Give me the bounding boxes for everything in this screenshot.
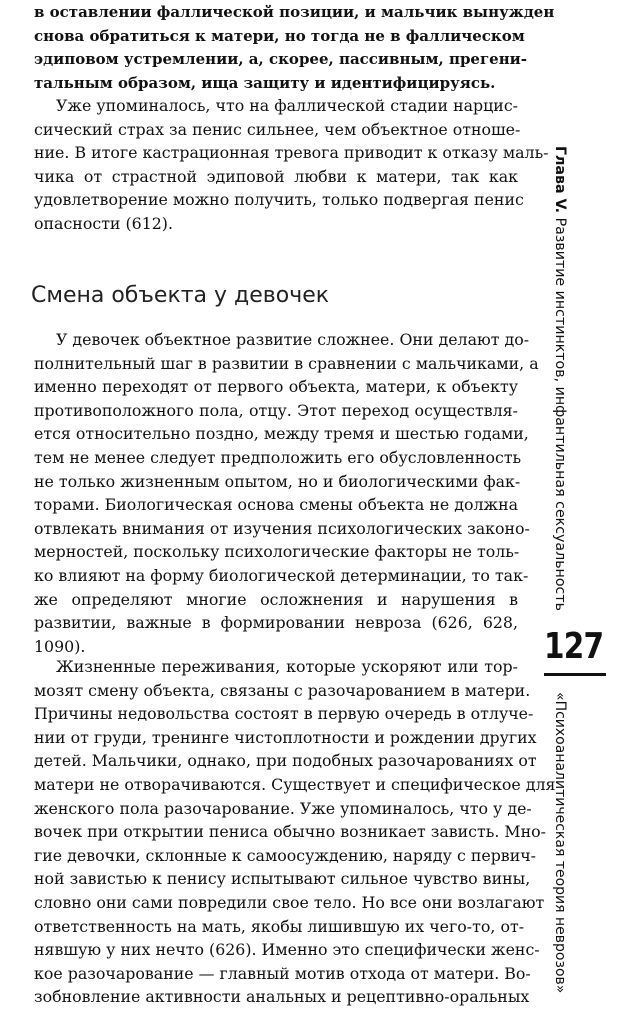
text-line: Уже упоминалось, что на фаллической стадии нарцис- — [56, 96, 518, 115]
text-line: гие девочки, склонные к самоосуждению, наряду с первич- — [34, 845, 537, 865]
paragraph-girls-object-development — [34, 328, 539, 658]
text-line: торами. Биологическая основа смены объекта не должна — [34, 495, 519, 515]
text-line: именно переходят от первого объекта, матери, к объекту — [34, 377, 518, 397]
text-line: не только жизненным опытом, но и биологическими фак- — [34, 471, 521, 491]
text-line: снова обратиться к матери, но тогда не в фаллическом — [34, 26, 525, 45]
page-number: 127 — [544, 626, 604, 667]
paragraph-continuation — [34, 1, 555, 95]
text-line: вочек при открытии пениса обычно возникает зависть. Мно- — [34, 822, 546, 842]
text-line: нии от груди, тренинге чистоплотности и рождении других — [34, 727, 537, 747]
text-line: словно они сами повредили свое тело. Но все они возлагают — [34, 892, 545, 912]
text-line: У девочек объектное развитие сложнее. Они делают до- — [56, 330, 530, 349]
text-line: опасности (612). — [34, 213, 173, 233]
text-line: ответственность на мать, якобы лишившую их чего-то, от- — [34, 916, 525, 936]
chapter-label: Глава V. — [552, 146, 568, 214]
text-line: тальным образом, ища защиту и идентифицируясь. — [34, 73, 496, 92]
text-line: мерностей, поскольку психологические факторы не толь- — [34, 542, 520, 562]
text-line: удовлетворение можно получить, только подвергая пенис — [34, 190, 524, 210]
text-line: Жизненные переживания, которые ускоряют или тор- — [56, 657, 518, 676]
text-line: женского пола разочарование. Уже упоминалось, что у де- — [34, 798, 532, 818]
running-head — [552, 146, 568, 611]
text-line: отвлекать внимания от изучения психологических законо- — [34, 518, 530, 538]
page-number-rule — [544, 673, 606, 676]
text-line: детей. Мальчики, однако, при подобных разочарованиях от — [34, 751, 537, 771]
text-line: тем не менее следует предположить его обусловленность — [34, 447, 522, 467]
text-line: противоположного пола, отцу. Этот переход осуществля- — [34, 400, 518, 420]
chapter-title: Развитие инстинктов, инфантильная сексуальность — [552, 217, 568, 611]
text-line: ной завистью к пенису испытывают сильное чувство вины, — [34, 869, 531, 889]
section-heading: Смена объекта у девочек — [31, 283, 330, 308]
text-line: же определяют многие осложнения и нарушения в — [34, 589, 518, 609]
text-line: полнительный шаг в развитии в сравнении с мальчиками, а — [34, 353, 539, 373]
book-title: «Психоаналитическая теория неврозов» — [552, 692, 568, 994]
text-line: матери не отворачиваются. Существует и специфическое для — [34, 774, 556, 794]
text-line: мозят смену объекта, связаны с разочарованием в матери. — [34, 680, 531, 700]
text-line: развитии, важные в формировании невроза (626, 628, — [34, 613, 518, 633]
text-line: ется относительно поздно, между тремя и шестью годами, — [34, 424, 529, 444]
paragraph-castration-anxiety — [34, 94, 549, 236]
paragraph-disappointment-in-mother — [34, 655, 556, 1009]
text-line: сический страх за пенис сильнее, чем объектное отноше- — [34, 119, 521, 139]
text-line: ко влияют на форму биологической детерминации, то так- — [34, 565, 529, 585]
text-line: ние. В итоге кастрационная тревога приводит к отказу маль- — [34, 143, 549, 163]
text-line: эдиповом устремлении, а, скорее, пассивным, прегени- — [34, 50, 528, 69]
text-line: 1090). — [34, 636, 86, 656]
text-line: зобновление активности анальных и рецептивно-оральных — [34, 987, 530, 1007]
text-line: кое разочарование — главный мотив отхода от матери. Во- — [34, 963, 531, 983]
text-line: нявшую у них нечто (626). Именно это специфически женс- — [34, 940, 540, 960]
text-line: чика от страстной эдиповой любви к матери, так как — [34, 166, 518, 186]
text-line: в оставлении фаллической позиции, и мальчик вынужден — [34, 3, 555, 21]
text-line: Причины недовольства состоят в первую очередь в отлуче- — [34, 704, 534, 724]
